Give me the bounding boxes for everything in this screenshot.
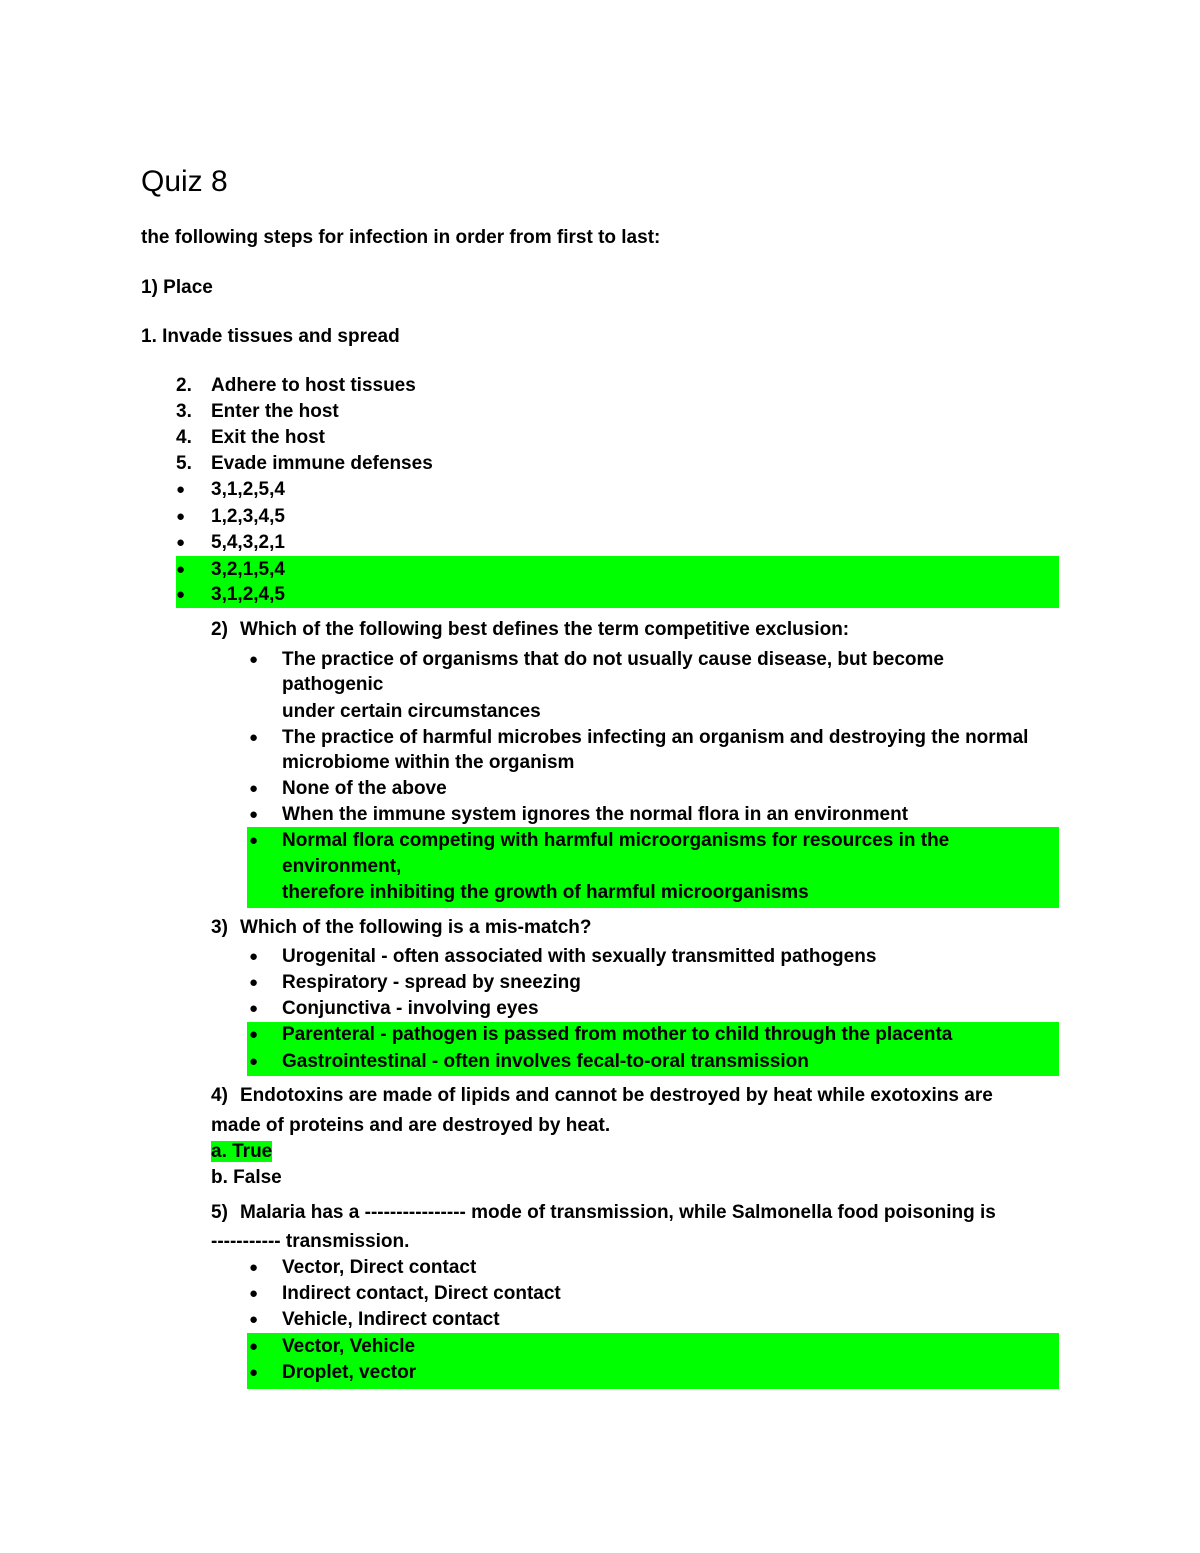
q2-option-highlighted: environment, xyxy=(282,856,402,877)
q5-option: Vehicle, Indirect contact xyxy=(282,1309,500,1330)
bullet-icon: ● xyxy=(249,1053,259,1070)
q2-option: pathogenic xyxy=(282,674,384,695)
page-title: Quiz 8 xyxy=(141,165,228,198)
q1-step-num: 4. xyxy=(176,427,192,448)
bullet-icon: ● xyxy=(249,1338,259,1355)
q5-question-line2: ----------- transmission. xyxy=(211,1231,410,1252)
bullet-icon: ● xyxy=(249,1285,259,1302)
bullet-icon: ● xyxy=(176,561,186,578)
q5-option: Vector, Direct contact xyxy=(282,1257,477,1278)
q2-option: The practice of harmful microbes infecting an organism and destroying the normal xyxy=(282,727,1029,748)
q1-option: 5,4,3,2,1 xyxy=(211,532,285,553)
bullet-icon: ● xyxy=(249,1259,259,1276)
bullet-icon: ● xyxy=(176,481,186,498)
bullet-icon: ● xyxy=(176,508,186,525)
q4-answer-b: b. False xyxy=(211,1167,282,1188)
bullet-icon: ● xyxy=(249,1364,259,1381)
bullet-icon: ● xyxy=(176,586,186,603)
q2-question: Which of the following best defines the term competitive exclusion: xyxy=(240,619,850,640)
q1-step-num: 3. xyxy=(176,401,192,422)
q1-step: Exit the host xyxy=(211,427,326,448)
q2-option: None of the above xyxy=(282,778,447,799)
q4-number: 4) xyxy=(211,1085,228,1106)
q4-question-line2: made of proteins and are destroyed by heat. xyxy=(211,1115,611,1136)
q5-option-highlighted: Droplet, vector xyxy=(282,1362,417,1383)
q4-answer-a xyxy=(211,1139,272,1165)
q1-option-highlighted: 3,1,2,4,5 xyxy=(211,584,285,605)
q2-option: When the immune system ignores the normal flora in an environment xyxy=(282,804,909,825)
q5-number: 5) xyxy=(211,1202,228,1223)
q1-step-num: 5. xyxy=(176,453,192,474)
bullet-icon: ● xyxy=(249,651,259,668)
q1-option-highlighted: 3,2,1,5,4 xyxy=(211,559,285,580)
q3-number: 3) xyxy=(211,917,228,938)
q3-option: Urogenital - often associated with sexually transmitted pathogens xyxy=(282,946,877,967)
bullet-icon: ● xyxy=(249,806,259,823)
q2-option: under certain circumstances xyxy=(282,701,541,722)
bullet-icon: ● xyxy=(176,534,186,551)
q1-first-step: 1. Invade tissues and spread xyxy=(141,326,400,347)
q1-step: Evade immune defenses xyxy=(211,453,433,474)
q3-question: Which of the following is a mis-match? xyxy=(240,917,592,938)
q3-option: Conjunctiva - involving eyes xyxy=(282,998,539,1019)
q2-option: microbiome within the organism xyxy=(282,752,575,773)
q1-step-num: 2. xyxy=(176,375,192,396)
bullet-icon: ● xyxy=(249,729,259,746)
bullet-icon: ● xyxy=(249,974,259,991)
q2-option-highlighted: Normal flora competing with harmful microorganisms for resources in the xyxy=(282,830,950,851)
bullet-icon: ● xyxy=(249,1311,259,1328)
q3-option-highlighted: Gastrointestinal - often involves fecal-to-oral transmission xyxy=(282,1051,809,1072)
bullet-icon: ● xyxy=(249,780,259,797)
q3-option-highlighted: Parenteral - pathogen is passed from mother to child through the placenta xyxy=(282,1024,953,1045)
q4-answer-a-highlighted: a. True xyxy=(211,1141,273,1162)
q1-option: 3,1,2,5,4 xyxy=(211,479,285,500)
bullet-icon: ● xyxy=(249,948,259,965)
q5-option-highlighted: Vector, Vehicle xyxy=(282,1336,416,1357)
intro-text: the following steps for infection in order from first to last: xyxy=(141,227,661,248)
bullet-icon: ● xyxy=(249,1026,259,1043)
q4-question-line1: Endotoxins are made of lipids and cannot be destroyed by heat while exotoxins are xyxy=(240,1085,993,1106)
q3-option: Respiratory - spread by sneezing xyxy=(282,972,581,993)
q1-step: Adhere to host tissues xyxy=(211,375,416,396)
q1-option: 1,2,3,4,5 xyxy=(211,506,285,527)
bullet-icon: ● xyxy=(249,832,259,849)
q5-question-line1: Malaria has a ---------------- mode of transmission, while Salmonella food poisoning is xyxy=(240,1202,996,1223)
q2-option-highlighted: therefore inhibiting the growth of harmful microorganisms xyxy=(282,882,809,903)
q5-option: Indirect contact, Direct contact xyxy=(282,1283,561,1304)
q2-number: 2) xyxy=(211,619,228,640)
q1-label: 1) Place xyxy=(141,277,213,298)
q2-option: The practice of organisms that do not usually cause disease, but become xyxy=(282,649,945,670)
q1-step: Enter the host xyxy=(211,401,339,422)
bullet-icon: ● xyxy=(249,1000,259,1017)
highlight-q1 xyxy=(176,556,1059,608)
